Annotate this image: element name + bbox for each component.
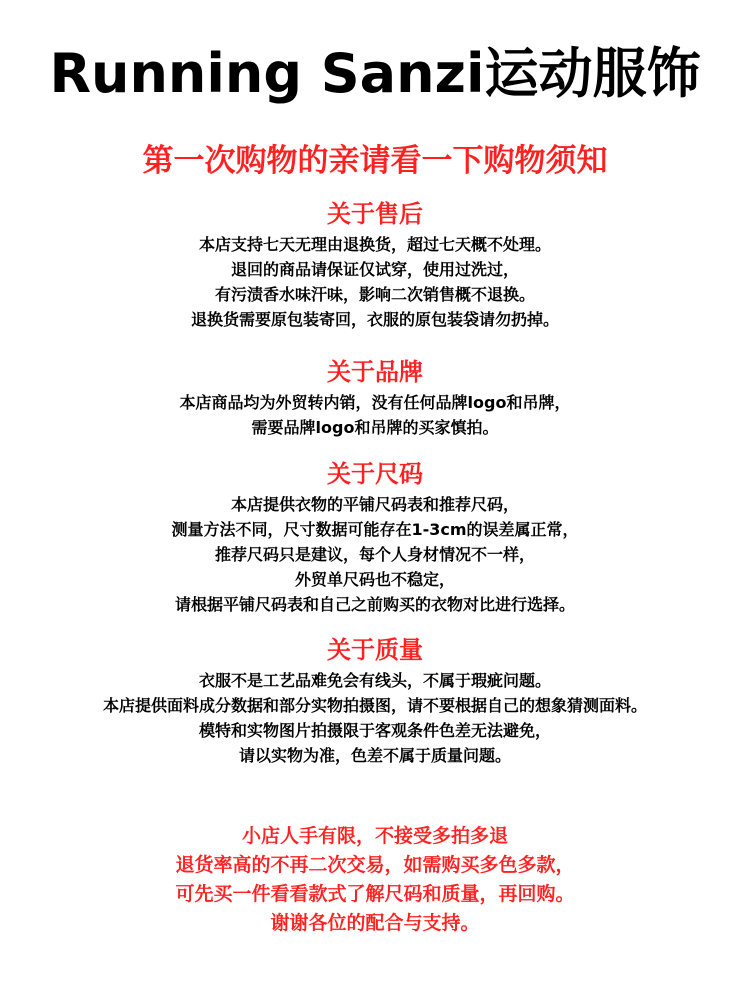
footer-line: 可先买一件看看款式了解尺码和质量，再回购。 [175,883,575,905]
section-title: 关于品牌 [327,358,423,386]
section-line: 请以实物为准，色差不属于质量问题。 [238,746,511,765]
section-title: 关于售后 [327,200,423,228]
footer-line: 退货率高的不再二次交易，如需购买多色多款， [175,854,575,876]
footer-line: 小店人手有限，不接受多拍多退 [241,825,508,847]
section-line: 退回的商品请保证仅试穿，使用过洗过， [230,260,519,279]
section-line: 本店支持七天无理由退换货，超过七天概不处理。 [198,235,551,254]
section-line: 推荐尺码只是建议，每个人身材情况不一样， [214,545,535,564]
footer-notice [0,822,750,938]
section-line: 退换货需要原包装寄回，衣服的原包装袋请勿扔掉。 [190,310,559,329]
section-line: 需要品牌logo和吊牌的买家慎拍。 [251,418,499,437]
section-line: 有污渍香水味汗味，影响二次销售概不退换。 [214,285,535,304]
section-line: 本店商品均为外贸转内销，没有任何品牌logo和吊牌， [179,393,571,412]
section-line: 外贸单尺码也不稳定， [294,570,455,589]
footer-line: 谢谢各位的配合与支持。 [270,912,480,934]
section-title: 关于质量 [327,636,423,664]
notice-heading: 第一次购物的亲请看一下购物须知 [142,143,608,179]
section-sizing [0,458,750,617]
section-line: 衣服不是工艺品难免会有线头，不属于瑕疵问题。 [198,671,551,690]
section-title: 关于尺码 [327,460,423,488]
section-quality [0,634,750,768]
page-title: Running Sanzi运动服饰 [49,42,701,105]
section-line: 请根据平铺尺码表和自己之前购买的衣物对比进行选择。 [174,595,575,614]
section-line: 本店提供衣物的平铺尺码表和推荐尺码， [230,495,519,514]
section-line: 本店提供面料成分数据和部分实物拍摄图，请不要根据自己的想象猜测面料。 [102,696,647,715]
section-line: 测量方法不同，尺寸数据可能存在1-3cm的误差属正常， [171,520,579,539]
section-brand [0,356,750,440]
section-after-sales [0,198,750,332]
section-line: 模特和实物图片拍摄限于客观条件色差无法避免， [198,721,551,740]
